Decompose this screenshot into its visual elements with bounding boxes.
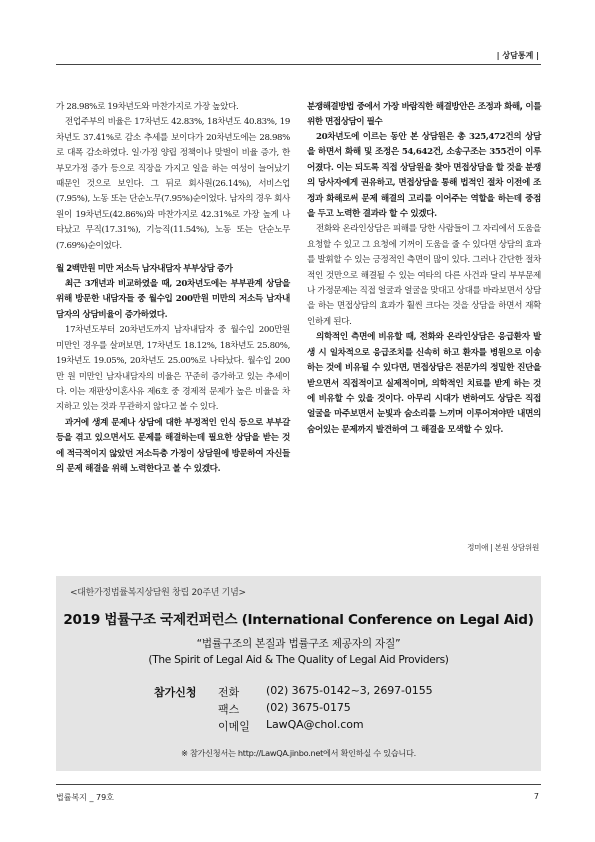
right-paragraph-3: 의학적인 측면에 비유할 때, 전화와 온라인상담은 응급환자 발생 시 일차적으로 응급조치를 신속히 하고 환자를 병원으로 이송하는 것에 비유될 수 있다면, 면접상담은 전문가의 정밀한 진단을 받으면서 직접적이고 실제적이며, 의학적인 치료를 받게 하는 것에 비유할 수 있을 것이다. 아무리 시대가 변하여도 상담은 직접 얼굴을 마주보면서 눈빛과 숨소리를 느끼며 이루어져야만 내면의 숨어있는 문제까지 발견하여 그 해결을 모색할 수 있다. (307, 332, 541, 435)
fax-label: 팩스 (218, 703, 240, 716)
left-section-heading: 월 2백만원 미만 저소득 남자내담자 부부상담 증가 (56, 264, 233, 275)
right-paragraph-1: 20차년도에 이르는 동안 본 상담원은 총 325,472건의 상담을 하면서 화해 및 조정은 54,642건, 소송구조는 355건이 이루어졌다. 이는 되도록 직접 상담원을 찾아 면접상담을 할 것을 분쟁의 당사자에게 권유하고, 면접상담을 통해 법적인 절차 이전에 조정과 화해로써 문제 해결의 고리를 이어주는 역할을 하는데 중점을 두고 노력한 결과라 할 수 있겠다. (307, 132, 541, 220)
left-paragraph-5: 과거에 생계 문제나 상담에 대한 부정적인 인식 등으로 부부갈등을 겪고 있으면서도 문제를 해결하는데 필요한 상담을 받는 것에 적극적이지 않았던 저소득층 가정이 상담원에 방문하여 자신들의 문제 해결을 위해 노력한다고 볼 수 있겠다. (56, 417, 290, 474)
left-column (56, 100, 290, 477)
publication-label: 법률복지 _ 79호 (56, 793, 114, 802)
phone-label: 전화 (218, 686, 240, 699)
right-section-heading: 분쟁해결방법 중에서 가장 바람직한 해결방안은 조정과 화해, 이를 위한 면접상담이 필수 (307, 102, 541, 127)
left-paragraph-2: 전업주부의 비율은 17차년도 42.83%, 18차년도 40.83%, 19차년도 37.41%로 감소 추세를 보이다가 20차년도에는 28.98%로 대폭 감소하였다. 일·가정 양립 정책이나 맞벌이 비율 증가, 한부모가정 증가 등으로 직장을 가지고 일을 하는 여성이 늘어났기 때문인 것으로 보인다. 그 뒤로 회사원(26.14%), 서비스업(7.95%), 노동 또는 단순노무(7.95%)순이었다. 남자의 경우 회사원이 19차년도(42.86%)와 마찬가지로 42.31%로 가장 높게 나타났고 무직(17.31%), 기능직(11.54%), 노동 또는 단순노무(7.69%)순이었다. (56, 117, 290, 251)
notice-theme-english: (The Spirit of Legal Aid & The Quality of Legal Aid Providers) (148, 654, 449, 666)
footer-divider (56, 784, 541, 785)
left-paragraph-4: 17차년도부터 20차년도까지 남자내담자 중 월수입 200만원 미만인 경우를 살펴보면, 17차년도 18.12%, 18차년도 25.80%, 19차년도 19.05%, 20차년도 25.00%로 나타났다. 월수입 200만 원 미만인 남자내담자의 비율은 꾸준히 증가하고 있는 추세이다. 이는 재판상이혼사유 제6호 중 경제적 문제가 높은 비율을 차지하고 있는 것과 무관하지 않다고 볼 수 있다. (56, 325, 290, 413)
notice-title: 2019 법률구조 국제컨퍼런스 (International Conference on Legal Aid) (63, 612, 534, 628)
email-label: 이메일 (218, 720, 250, 733)
right-paragraph-2: 전화와 온라인상담은 피해를 당한 사람들이 그 자리에서 도움을 요청할 수 있고 그 요청에 기꺼이 도움을 줄 수 있다면 상담의 효과를 발휘할 수 있는 긍정적인 측면이 많이 있다. 그러나 간단한 절차적인 것만으로 해결될 수 있는 여타의 다른 사건과 달리 부부문제나 가정문제는 직접 얼굴과 얼굴을 맞대고 상대를 바라보면서 상담을 하는 면접상담의 효과가 훨씬 크다는 것을 상담을 하면서 재확인하게 된다. (307, 224, 541, 327)
left-paragraph-3: 최근 3개년과 비교하였을 때, 20차년도에는 부부관계 상담을 위해 방문한 내담자들 중 월수입 200만원 미만의 저소득 남자내담자의 상담비율이 증가하였다. (56, 279, 290, 320)
notice-theme-korean: “법률구조의 본질과 법률구조 제공자의 자질” (196, 638, 401, 650)
notice-footnote: ※ 참가신청서는 http://LawQA.jinbo.net에서 확인하실 수 있습니다. (181, 748, 416, 758)
email-value: LawQA@chol.com (266, 718, 364, 731)
page-number: 7 (533, 792, 539, 801)
fax-value: (02) 3675-0175 (266, 701, 351, 714)
left-paragraph-1: 가 28.98%로 19차년도와 마찬가지로 가장 높았다. (56, 102, 239, 112)
registration-label: 참가신청 (154, 686, 197, 699)
notice-subtitle: <대한가정법률복지상담원 창립 20주년 기념> (70, 588, 246, 598)
phone-value: (02) 3675-0142~3, 2697-0155 (266, 684, 433, 697)
header-divider (56, 64, 541, 65)
section-label: | 상담통계 | (496, 51, 539, 60)
author-credit: 정미애 | 본원 상담위원 (467, 543, 539, 552)
conference-notice-box (56, 576, 541, 771)
right-column (307, 100, 541, 438)
